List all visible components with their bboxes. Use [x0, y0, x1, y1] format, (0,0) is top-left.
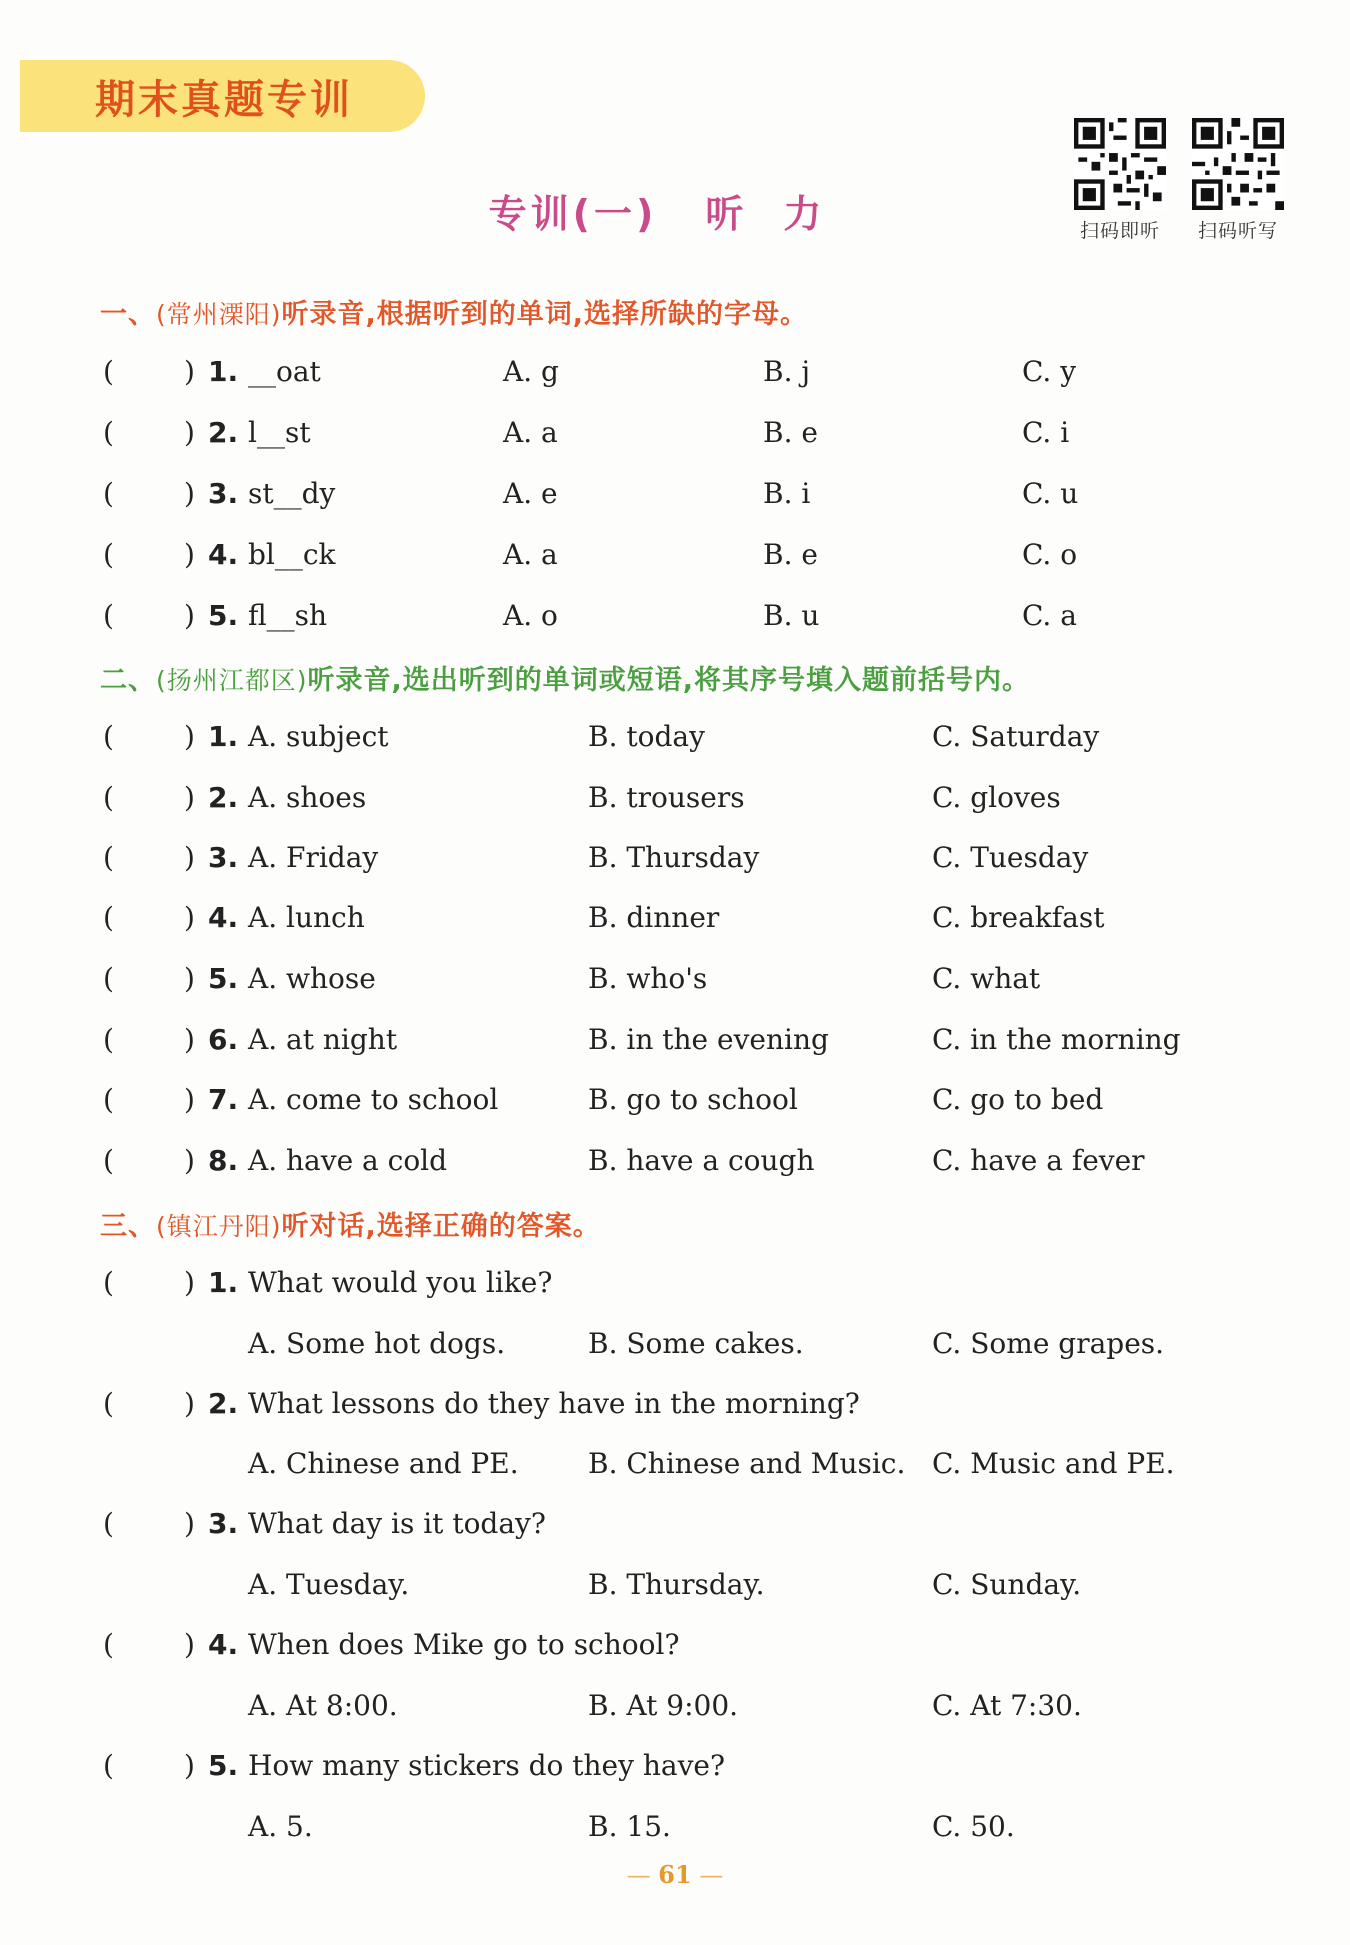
option-a: A. Some hot dogs.: [248, 1327, 506, 1360]
option-c: C. 50.: [932, 1810, 1015, 1843]
option-b: B. today: [588, 720, 705, 753]
options-row: [0, 1689, 1350, 1729]
question-row: ( ) 4. bl__ck A. a B. e C. o: [103, 538, 1078, 571]
section-region: (镇江丹阳): [156, 1212, 282, 1241]
option-a: A. lunch: [248, 901, 365, 934]
question-number: 1.: [208, 720, 239, 753]
option-c: C. Music and PE.: [932, 1447, 1175, 1480]
option-c: C. y: [1022, 355, 1077, 388]
option-c: C. go to bed: [932, 1083, 1104, 1116]
section-number: 三、: [100, 1211, 156, 1242]
question-number: 2.: [208, 416, 239, 449]
question-text: l__st: [248, 416, 311, 449]
section-3-heading: [100, 1204, 601, 1243]
option-b: B. who's: [588, 962, 708, 995]
question-number: 7.: [208, 1083, 239, 1116]
question-row: ( ) 1. A. subject B. today C. Saturday: [103, 720, 1100, 753]
option-b: B. trousers: [588, 781, 745, 814]
option-a: A. have a cold: [248, 1144, 448, 1177]
qr-caption-dictation: 扫码听写: [1197, 220, 1278, 242]
option-a: A. at night: [248, 1023, 398, 1056]
section-number: 二、: [100, 665, 156, 696]
section-instruction: 听录音,选出听到的单词或短语,将其序号填入题前括号内。: [307, 665, 1031, 696]
option-c: C. what: [932, 962, 1041, 995]
question-number: 1.: [208, 1266, 239, 1299]
option-b: B. At 9:00.: [588, 1689, 739, 1722]
question-row: ( ) 7. A. come to school B. go to school C. go to bed: [103, 1083, 1104, 1116]
option-c: C. u: [1022, 477, 1079, 510]
option-a: A. e: [503, 477, 558, 510]
banner-title: 期末真题专训: [95, 77, 353, 123]
option-a: A. subject: [248, 720, 389, 753]
option-c: C. Tuesday: [932, 841, 1089, 874]
question-number: 3.: [208, 477, 239, 510]
options-row: [0, 1568, 1350, 1608]
question-number: 1.: [208, 355, 239, 388]
question-row: ( ) 3. What day is it today?: [103, 1507, 546, 1540]
option-b: B. go to school: [588, 1083, 798, 1116]
qr-code-dictation[interactable]: [1188, 118, 1288, 243]
section-instruction: 听录音,根据听到的单词,选择所缺的字母。: [281, 299, 809, 330]
question-row: ( ) 3. A. Friday B. Thursday C. Tuesday: [103, 841, 1089, 874]
qr-caption-listen: 扫码即听: [1079, 220, 1160, 242]
question-row: ( ) 1. What would you like?: [103, 1266, 553, 1299]
question-text: When does Mike go to school?: [248, 1628, 680, 1661]
option-a: A. At 8:00.: [248, 1689, 398, 1722]
option-a: A. whose: [248, 962, 376, 995]
options-row: [0, 1810, 1350, 1850]
option-c: C. i: [1022, 416, 1070, 449]
section-1-heading: [100, 292, 808, 331]
option-b: B. u: [763, 599, 820, 632]
option-b: B. e: [763, 416, 818, 449]
option-a: A. a: [503, 416, 558, 449]
option-c: C. Some grapes.: [932, 1327, 1165, 1360]
option-c: C. Sunday.: [932, 1568, 1082, 1601]
question-row: ( ) 6. A. at night B. in the evening C. in the morning: [103, 1023, 1181, 1056]
page-number: 61: [658, 1860, 692, 1889]
question-number: 8.: [208, 1144, 239, 1177]
qr-code-icon: [1192, 118, 1284, 210]
question-text: How many stickers do they have?: [248, 1749, 725, 1782]
question-row: ( ) 4. When does Mike go to school?: [103, 1628, 680, 1661]
title-main: 专训(一): [488, 192, 658, 236]
question-number: 3.: [208, 1507, 239, 1540]
qr-code-icon: [1074, 118, 1166, 210]
option-b: B. 15.: [588, 1810, 671, 1843]
question-row: ( ) 2. A. shoes B. trousers C. gloves: [103, 781, 1061, 814]
option-b: B. have a cough: [588, 1144, 815, 1177]
option-b: B. Chinese and Music.: [588, 1447, 906, 1480]
question-number: 5.: [208, 1749, 239, 1782]
question-row: ( ) 4. A. lunch B. dinner C. breakfast: [103, 901, 1105, 934]
section-region: (常州溧阳): [156, 300, 282, 329]
section-2-heading: [100, 658, 1030, 697]
option-a: A. o: [503, 599, 558, 632]
option-a: A. Tuesday.: [248, 1568, 410, 1601]
question-text: __oat: [248, 355, 321, 388]
option-a: A. g: [503, 355, 559, 388]
question-row: ( ) 1. __oat A. g B. j C. y: [103, 355, 1077, 388]
option-a: A. 5.: [248, 1810, 313, 1843]
question-text: What day is it today?: [248, 1507, 546, 1540]
question-number: 6.: [208, 1023, 239, 1056]
option-b: B. Thursday.: [588, 1568, 765, 1601]
question-row: ( ) 8. A. have a cold B. have a cough C. have a fever: [103, 1144, 1145, 1177]
options-row: [0, 1447, 1350, 1487]
option-a: A. Chinese and PE.: [248, 1447, 519, 1480]
option-a: A. come to school: [248, 1083, 499, 1116]
option-c: C. a: [1022, 599, 1077, 632]
section-number: 一、: [100, 299, 156, 330]
question-text: fl__sh: [248, 599, 328, 632]
option-b: B. e: [763, 538, 818, 571]
question-number: 2.: [208, 781, 239, 814]
question-number: 5.: [208, 962, 239, 995]
question-row: ( ) 5. A. whose B. who's C. what: [103, 962, 1041, 995]
question-text: st__dy: [248, 477, 336, 510]
option-b: B. Thursday: [588, 841, 760, 874]
section-region: (扬州江都区): [156, 666, 308, 695]
option-a: A. Friday: [248, 841, 379, 874]
question-number: 2.: [208, 1387, 239, 1420]
title-sub: 听力: [705, 192, 862, 236]
option-a: A. a: [503, 538, 558, 571]
options-row: [0, 1327, 1350, 1367]
option-b: B. dinner: [588, 901, 720, 934]
option-b: B. i: [763, 477, 811, 510]
option-b: B. Some cakes.: [588, 1327, 804, 1360]
section-instruction: 听对话,选择正确的答案。: [281, 1211, 601, 1242]
question-number: 3.: [208, 841, 239, 874]
question-row: ( ) 5. fl__sh A. o B. u C. a: [103, 599, 1077, 632]
option-c: C. in the morning: [932, 1023, 1181, 1056]
question-number: 4.: [208, 901, 239, 934]
question-text: bl__ck: [248, 538, 336, 571]
option-b: B. in the evening: [588, 1023, 829, 1056]
question-row: ( ) 5. How many stickers do they have?: [103, 1749, 725, 1782]
question-row: ( ) 3. st__dy A. e B. i C. u: [103, 477, 1079, 510]
option-c: C. Saturday: [932, 720, 1100, 753]
option-c: C. o: [1022, 538, 1078, 571]
option-c: C. have a fever: [932, 1144, 1145, 1177]
question-text: What would you like?: [248, 1266, 553, 1299]
option-c: C. breakfast: [932, 901, 1105, 934]
option-c: C. gloves: [932, 781, 1061, 814]
option-b: B. j: [763, 355, 811, 388]
qr-code-listen[interactable]: [1070, 118, 1170, 243]
option-c: C. At 7:30.: [932, 1689, 1082, 1722]
option-a: A. shoes: [248, 781, 367, 814]
page-footer: — 61 —: [626, 1860, 724, 1889]
question-number: 4.: [208, 538, 239, 571]
question-number: 4.: [208, 1628, 239, 1661]
question-number: 5.: [208, 599, 239, 632]
question-row: ( ) 2. What lessons do they have in the morning?: [103, 1387, 860, 1420]
question-row: ( ) 2. l__st A. a B. e C. i: [103, 416, 1070, 449]
question-text: What lessons do they have in the morning?: [248, 1387, 860, 1420]
